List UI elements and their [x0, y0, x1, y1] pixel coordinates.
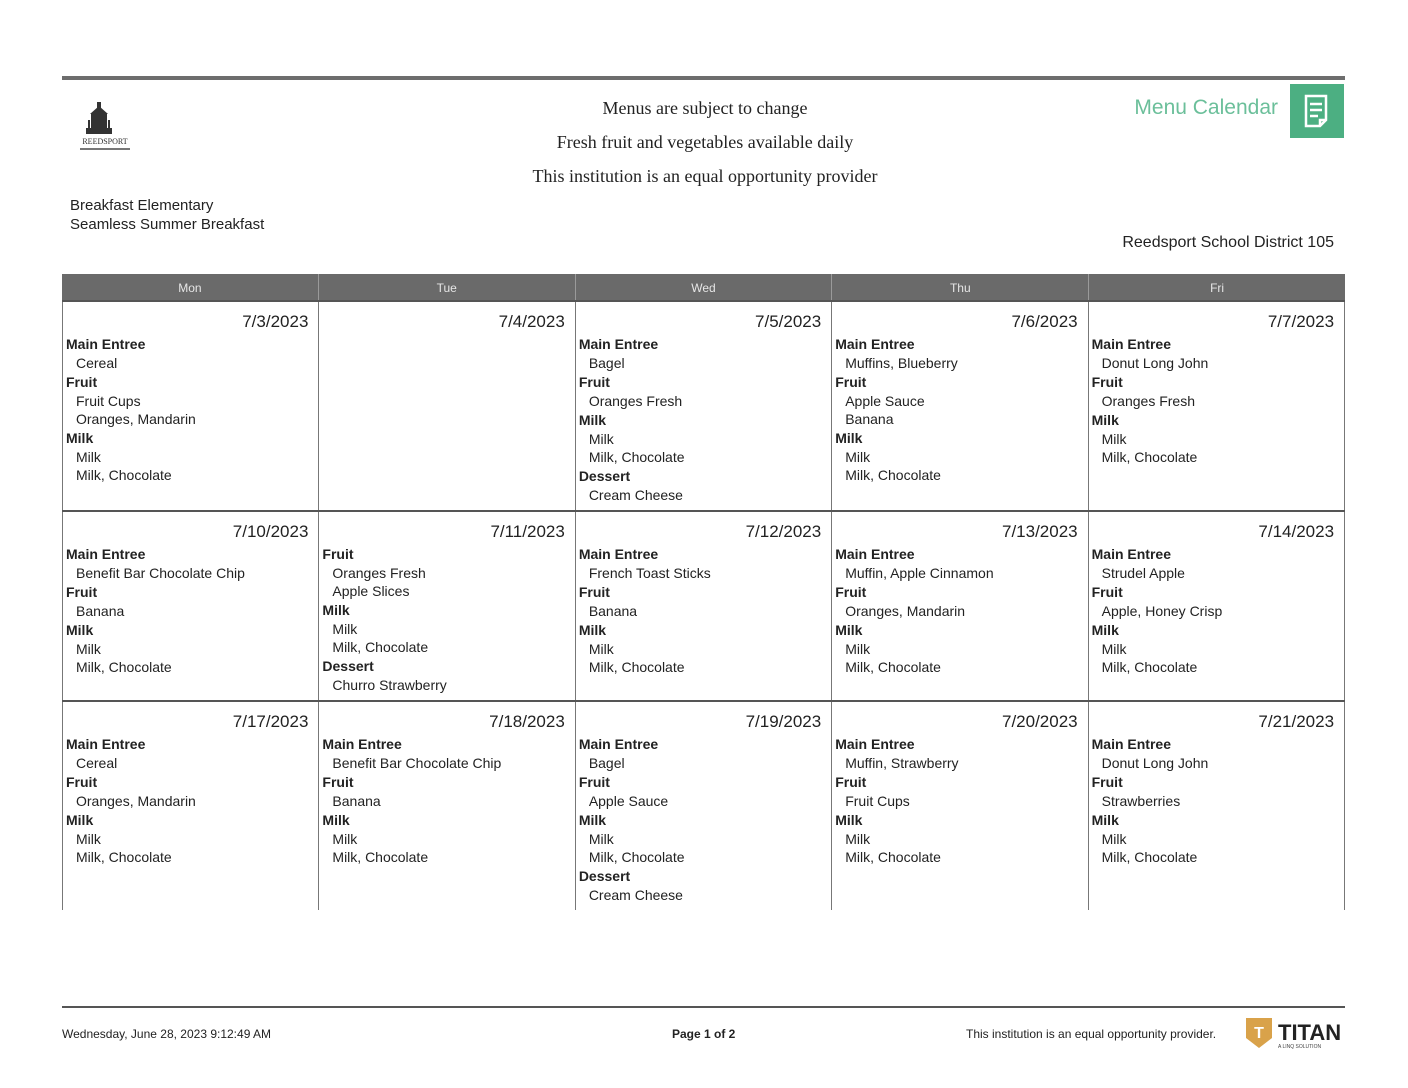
menu-category: Fruit: [66, 774, 98, 790]
menu-item: Apple Slices: [332, 583, 410, 599]
menu-item: Donut Long John: [1101, 355, 1209, 371]
menu-name: Breakfast Elementary: [70, 197, 214, 214]
menu-category: Fruit: [1091, 584, 1123, 600]
day-date: 7/21/2023: [1258, 712, 1335, 731]
bottom-divider: [62, 1006, 1345, 1008]
menu-item: Muffin, Strawberry: [845, 755, 959, 771]
menu-item: Milk: [76, 831, 101, 847]
menu-item: Cereal: [76, 355, 118, 371]
menu-item: Bagel: [588, 355, 625, 371]
menu-item: Milk, Chocolate: [845, 849, 941, 865]
menu-item: Milk, Chocolate: [588, 449, 685, 465]
titan-logo: [1244, 1014, 1346, 1052]
menu-item: Milk, Chocolate: [332, 849, 429, 865]
print-timestamp: Wednesday, June 28, 2023 9:12:49 AM: [62, 1027, 272, 1041]
day-cell: [62, 512, 319, 700]
top-divider: [62, 76, 1345, 80]
note-line: This institution is an equal opportunity provider: [532, 166, 878, 186]
page-number: Page 1 of 2: [672, 1027, 736, 1041]
menu-category: Dessert: [578, 468, 631, 484]
menu-category: Fruit: [1091, 374, 1123, 390]
menu-category: Main Entree: [835, 546, 915, 562]
weekday-mon: Mon: [62, 274, 319, 300]
menu-item: Fruit Cups: [845, 793, 910, 809]
menu-category: Milk: [66, 812, 94, 828]
menu-item: Fruit Cups: [76, 393, 141, 409]
menu-item: Milk, Chocolate: [1101, 449, 1198, 465]
menu-category: Milk: [835, 430, 863, 446]
menu-category: Milk: [66, 622, 94, 638]
menu-item: Milk: [76, 641, 101, 657]
menu-item: Muffins, Blueberry: [845, 355, 958, 371]
menu-item: Milk, Chocolate: [76, 659, 172, 675]
menu-category: Dessert: [578, 868, 631, 884]
menu-category: Milk: [322, 602, 350, 618]
menu-item: Churro Strawberry: [332, 677, 447, 693]
menu-category: Milk: [322, 812, 350, 828]
menu-item: Oranges Fresh: [332, 565, 426, 581]
menu-item: Bagel: [588, 755, 625, 771]
weekday-wed: Wed: [576, 274, 833, 300]
weekday-tue: Tue: [319, 274, 576, 300]
menu-category: Milk: [1091, 412, 1119, 428]
day-date: 7/14/2023: [1258, 522, 1335, 541]
day-date: 7/13/2023: [1001, 522, 1078, 541]
menu-category: Milk: [66, 430, 94, 446]
menu-item: Cereal: [76, 755, 118, 771]
menu-item: Milk: [845, 449, 871, 465]
calendar-week-row: [62, 700, 1345, 910]
menu-item: Milk, Chocolate: [1101, 659, 1198, 675]
day-cell: [576, 702, 832, 910]
menu-item: Milk, Chocolate: [76, 467, 172, 483]
menu-item: Banana: [845, 411, 894, 427]
menu-item: Milk: [1101, 431, 1127, 447]
menu-category: Dessert: [322, 658, 374, 674]
menu-item: Milk: [588, 431, 614, 447]
day-date: 7/5/2023: [755, 312, 822, 331]
day-cell: [832, 512, 1088, 700]
day-cell: [576, 302, 832, 510]
menu-item: Oranges, Mandarin: [845, 603, 966, 619]
day-cell: [62, 302, 319, 510]
svg-text:T: T: [1254, 1025, 1264, 1042]
menu-category: Fruit: [835, 584, 867, 600]
day-date: 7/12/2023: [745, 522, 822, 541]
day-date: 7/4/2023: [498, 312, 565, 331]
menu-calendar-title: Menu Calendar: [1134, 96, 1278, 119]
weekday-thu: Thu: [832, 274, 1089, 300]
menu-item: Banana: [588, 603, 638, 619]
menu-item: Muffin, Apple Cinnamon: [845, 565, 994, 581]
menu-category: Main Entree: [66, 336, 146, 352]
menu-category: Main Entree: [66, 736, 146, 752]
menu-category: Milk: [578, 412, 607, 428]
footer-disclaimer: This institution is an equal opportunity provider.: [966, 1027, 1217, 1041]
menu-item: Apple Sauce: [845, 393, 925, 409]
menu-category: Fruit: [578, 374, 610, 390]
menu-item: Milk: [332, 831, 358, 847]
menu-item: Apple Sauce: [588, 793, 669, 809]
menu-item: Banana: [76, 603, 125, 619]
menu-item: Milk: [1101, 831, 1127, 847]
day-cell: [319, 702, 575, 910]
day-cell: [319, 512, 575, 700]
menu-category: Fruit: [66, 584, 98, 600]
menu-item: Cream Cheese: [588, 887, 683, 903]
svg-text:REEDSPORT: REEDSPORT: [82, 137, 128, 146]
calendar-week-row: [62, 510, 1345, 700]
menu-category: Main Entree: [1091, 546, 1171, 562]
menu-category: Milk: [835, 812, 863, 828]
day-date: 7/7/2023: [1267, 312, 1335, 331]
menu-notes: [400, 94, 1010, 196]
menu-category: Main Entree: [578, 736, 659, 752]
day-cell: [832, 702, 1088, 910]
menu-item: Milk, Chocolate: [845, 467, 941, 483]
menu-category: Fruit: [322, 774, 354, 790]
menu-item: Milk: [845, 641, 871, 657]
menu-item: Milk, Chocolate: [588, 849, 685, 865]
menu-item: Oranges Fresh: [588, 393, 683, 409]
menu-item: Milk: [845, 831, 871, 847]
menu-category: Main Entree: [835, 336, 915, 352]
district-logo: [70, 100, 140, 154]
day-cell: [1089, 702, 1345, 910]
menu-item: Milk: [588, 641, 614, 657]
menu-category: Milk: [578, 622, 607, 638]
menu-item: Milk: [76, 449, 101, 465]
menu-item: Oranges Fresh: [1101, 393, 1195, 409]
menu-calendar-grid: [62, 274, 1345, 904]
menu-item: Apple, Honey Crisp: [1101, 603, 1223, 619]
note-line: Menus are subject to change: [602, 98, 808, 118]
menu-item: Milk: [1101, 641, 1127, 657]
day-date: 7/6/2023: [1011, 312, 1078, 331]
menu-item: Milk: [588, 831, 614, 847]
menu-category: Fruit: [835, 374, 867, 390]
day-date: 7/18/2023: [489, 712, 565, 731]
menu-item: Milk: [332, 621, 358, 637]
menu-category: Main Entree: [322, 736, 402, 752]
day-date: 7/17/2023: [232, 712, 309, 731]
menu-item: Milk, Chocolate: [332, 639, 429, 655]
district-name: Reedsport School District 105: [1122, 234, 1334, 251]
menu-category: Milk: [578, 812, 607, 828]
menu-item: Donut Long John: [1101, 755, 1209, 771]
menu-category: Main Entree: [835, 736, 915, 752]
menu-item: Banana: [332, 793, 381, 809]
day-date: 7/11/2023: [490, 522, 565, 541]
menu-category: Fruit: [1091, 774, 1123, 790]
document-icon: [1290, 84, 1344, 138]
menu-category: Main Entree: [1091, 336, 1171, 352]
menu-item: French Toast Sticks: [588, 565, 711, 581]
day-cell: [1089, 302, 1345, 510]
menu-item: Strawberries: [1101, 793, 1181, 809]
menu-category: Milk: [1091, 622, 1119, 638]
day-date: 7/3/2023: [242, 312, 309, 331]
menu-item: Cream Cheese: [588, 487, 683, 503]
menu-category: Fruit: [578, 774, 610, 790]
menu-category: Main Entree: [578, 336, 659, 352]
menu-item: Benefit Bar Chocolate Chip: [76, 565, 245, 581]
svg-text:A LINQ SOLUTION: A LINQ SOLUTION: [1278, 1044, 1322, 1050]
menu-name: Seamless Summer Breakfast: [70, 216, 265, 233]
weekday-header: [62, 274, 1345, 300]
menu-item: Milk, Chocolate: [1101, 849, 1198, 865]
day-cell: [319, 302, 575, 510]
menu-category: Fruit: [322, 546, 354, 562]
note-line: Fresh fruit and vegetables available daily: [556, 132, 854, 152]
menu-category: Main Entree: [578, 546, 659, 562]
menu-item: Benefit Bar Chocolate Chip: [332, 755, 502, 771]
menu-category: Main Entree: [1091, 736, 1171, 752]
menu-item: Milk, Chocolate: [845, 659, 941, 675]
menu-item: Milk, Chocolate: [588, 659, 685, 675]
menu-category: Fruit: [66, 374, 98, 390]
menu-item: Oranges, Mandarin: [76, 793, 196, 809]
calendar-week-row: [62, 300, 1345, 510]
menu-category: Main Entree: [66, 546, 146, 562]
day-cell: [1089, 512, 1345, 700]
day-date: 7/19/2023: [745, 712, 822, 731]
menu-category: Fruit: [578, 584, 610, 600]
day-date: 7/20/2023: [1001, 712, 1078, 731]
menu-category: Milk: [1091, 812, 1119, 828]
menu-item: Oranges, Mandarin: [76, 411, 196, 427]
svg-text:TITAN: TITAN: [1278, 1020, 1342, 1045]
menu-category: Milk: [835, 622, 863, 638]
menu-item: Milk, Chocolate: [76, 849, 172, 865]
menu-calendar-icon: [1290, 84, 1344, 138]
day-date: 7/10/2023: [232, 522, 309, 541]
weekday-fri: Fri: [1210, 281, 1225, 295]
day-cell: [62, 702, 319, 910]
menu-item: Strudel Apple: [1101, 565, 1185, 581]
menu-category: Fruit: [835, 774, 867, 790]
menu-names: [70, 196, 264, 234]
day-cell: [832, 302, 1088, 510]
day-cell: [576, 512, 832, 700]
